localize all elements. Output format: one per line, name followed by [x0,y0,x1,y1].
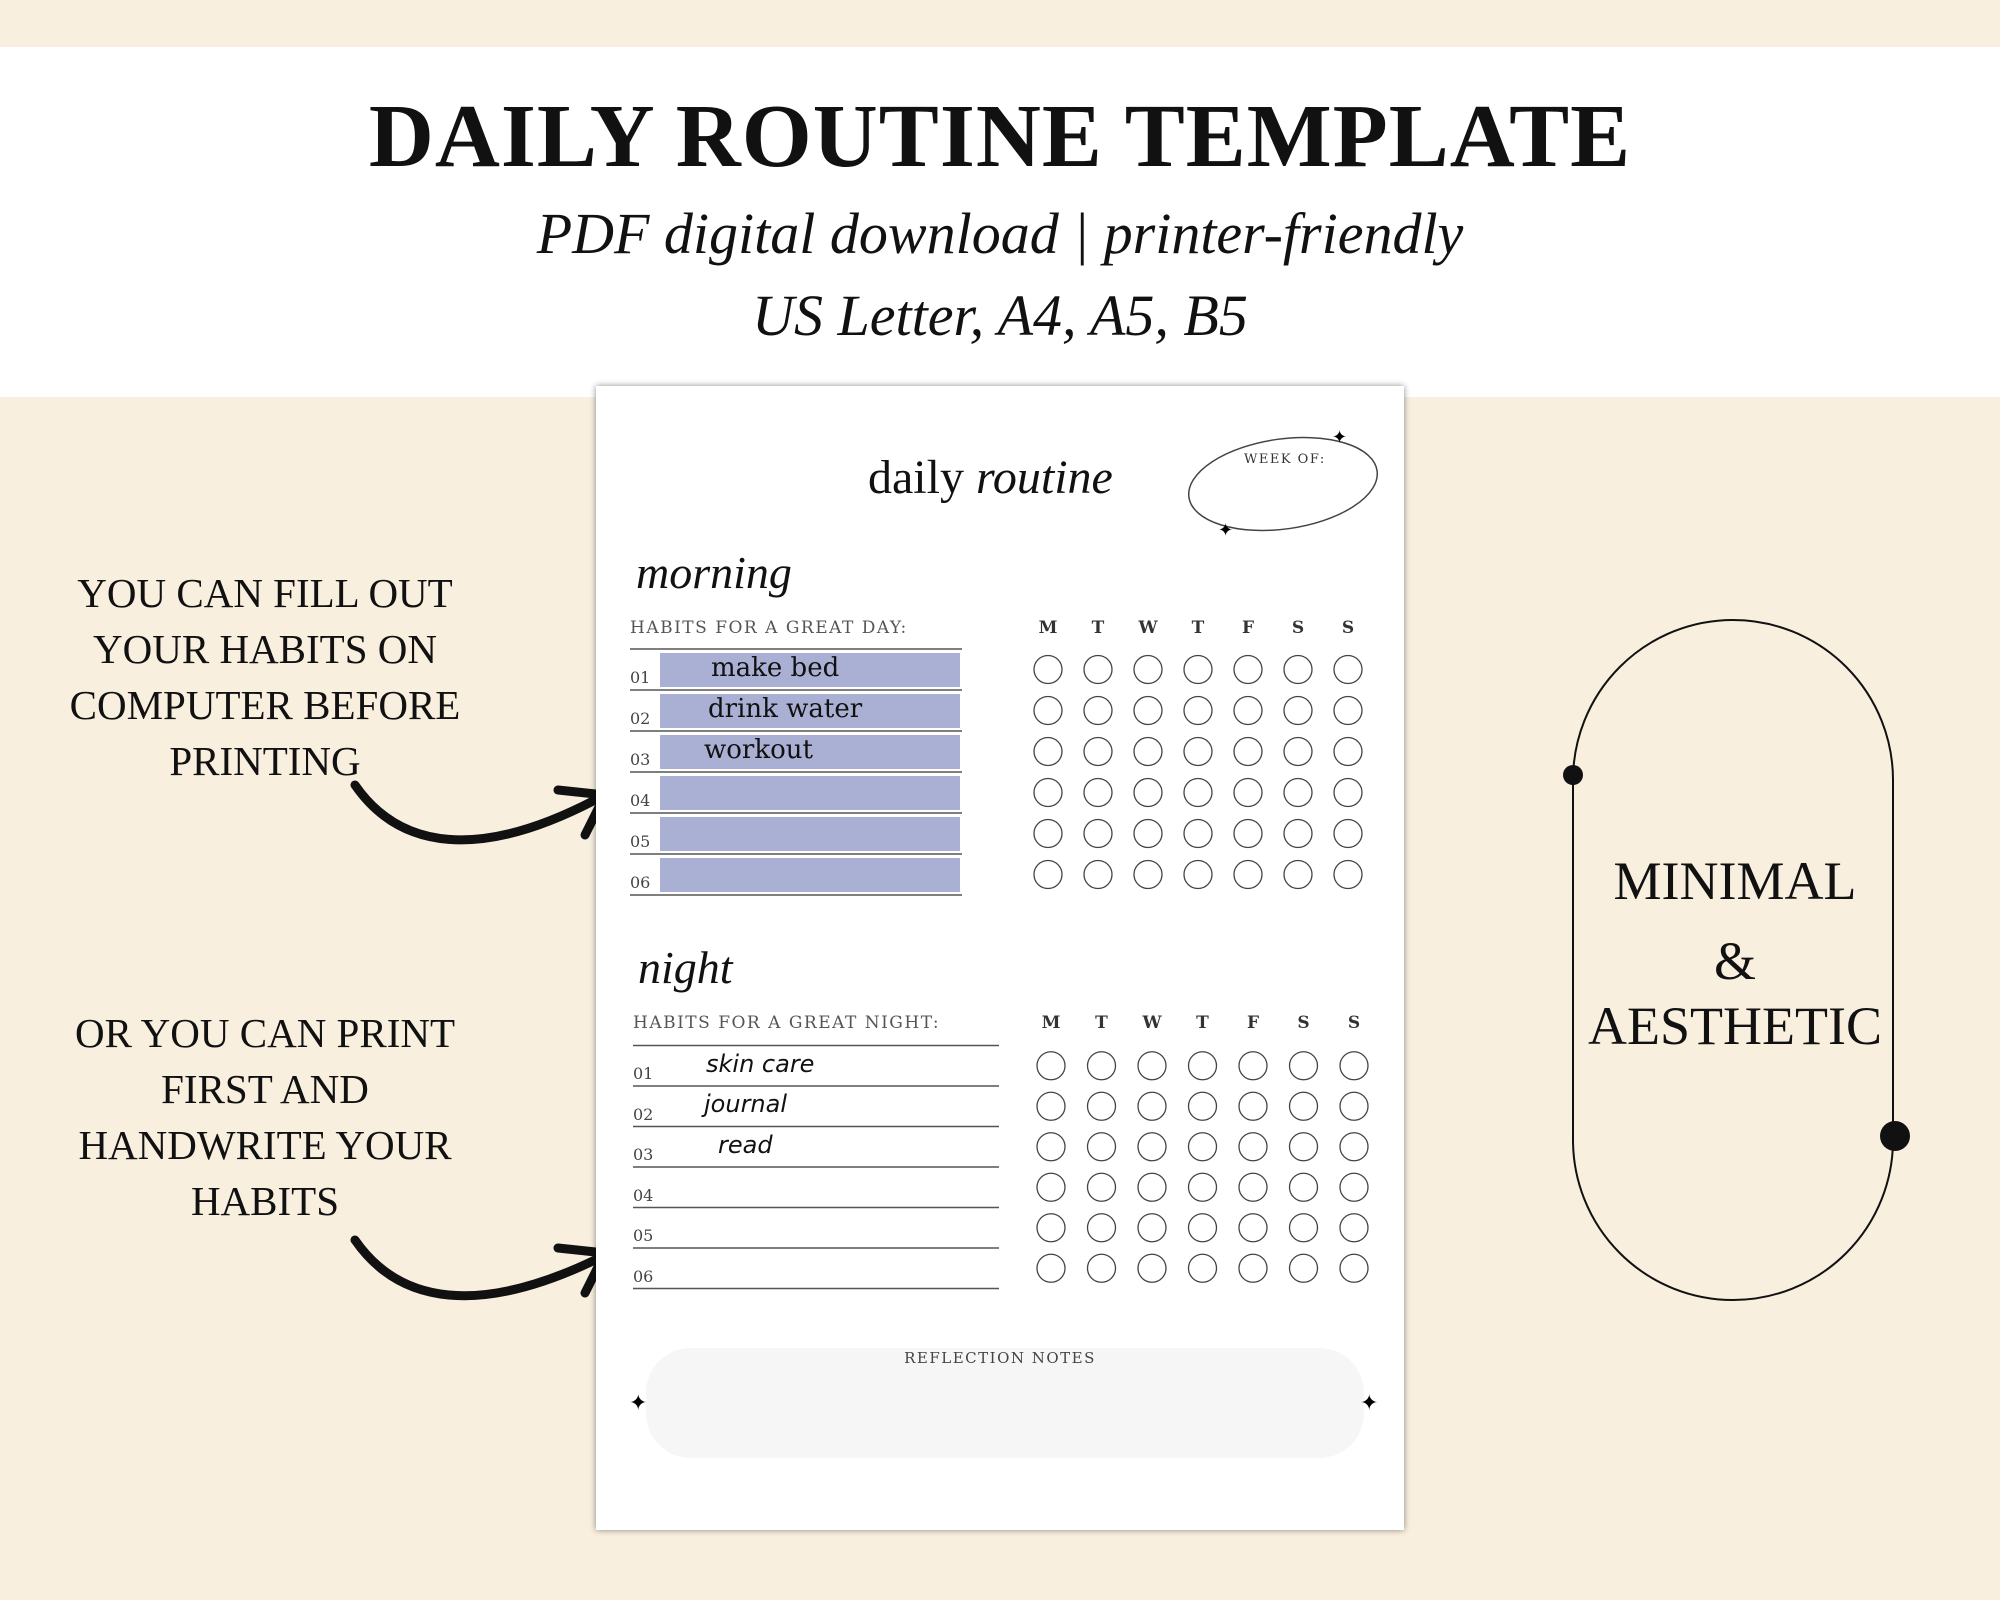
habit-check-circle[interactable] [1184,861,1212,889]
habit-check-circle[interactable] [1340,1092,1368,1120]
sheet-title [868,450,1113,505]
habit-check-circle[interactable] [1034,697,1062,725]
habit-check-circle[interactable] [1184,779,1212,807]
habit-check-circle[interactable] [1134,779,1162,807]
note-line: YOU CAN FILL OUT [77,570,453,616]
habit-check-circle[interactable] [1239,1214,1267,1242]
habit-check-circle[interactable] [1234,697,1262,725]
habit-check-circle[interactable] [1189,1254,1217,1282]
habit-check-circle[interactable] [1234,779,1262,807]
arch-line-minimal: MINIMAL [1613,851,1857,911]
habit-check-circle[interactable] [1184,820,1212,848]
row-number: 04 [630,791,651,810]
note-line: COMPUTER BEFORE [69,682,461,728]
habit-check-circle[interactable] [1334,820,1362,848]
arch-dot-icon [1880,1121,1910,1151]
habit-check-circle[interactable] [1037,1092,1065,1120]
week-of-oval [1183,426,1384,542]
row-number: 04 [633,1185,654,1205]
habit-text[interactable]: workout [704,735,813,765]
habit-text[interactable]: make bed [711,653,840,683]
habit-check-circle[interactable] [1284,697,1312,725]
habit-check-circle[interactable] [1239,1173,1267,1201]
night-label: night [638,942,733,993]
sparkle-icon: ✦ [1360,1391,1379,1416]
habit-text[interactable]: skin care [706,1049,815,1078]
note-fill-on-computer [45,565,485,789]
habit-check-circle[interactable] [1037,1173,1065,1201]
habit-check-circle[interactable] [1034,656,1062,684]
habit-check-circle[interactable] [1340,1133,1368,1161]
habit-text[interactable]: journal [704,1090,788,1118]
habit-check-circle[interactable] [1334,779,1362,807]
habit-check-circle[interactable] [1239,1254,1267,1282]
habit-check-circle[interactable] [1284,738,1312,766]
row-number: 02 [633,1104,654,1124]
habit-check-circle[interactable] [1334,861,1362,889]
week-of-label: WEEK OF: [1244,452,1326,467]
habit-check-circle[interactable] [1088,1052,1116,1080]
habit-check-circle[interactable] [1138,1052,1166,1080]
habit-check-circle[interactable] [1284,656,1312,684]
arch-line-aesthetic: AESTHETIC [1588,996,1882,1056]
habit-check-circle[interactable] [1189,1214,1217,1242]
note-print-handwrite [45,1005,485,1229]
habit-check-circle[interactable] [1239,1052,1267,1080]
habit-check-circle[interactable] [1290,1133,1318,1161]
habit-check-circle[interactable] [1084,820,1112,848]
day-header: F [1241,618,1255,638]
row-number: 06 [630,873,651,892]
row-number: 02 [630,709,651,728]
habit-check-circle[interactable] [1138,1092,1166,1120]
habit-check-circle[interactable] [1234,656,1262,684]
habit-check-circle[interactable] [1234,820,1262,848]
note-line: OR YOU CAN PRINT [74,1010,456,1056]
day-header: T [1095,1013,1108,1033]
reflection-notes-label: REFLECTION NOTES [904,1349,1096,1367]
habit-check-circle[interactable] [1134,861,1162,889]
habit-check-circle[interactable] [1284,779,1312,807]
sheet-title-plain: daily [868,451,964,504]
day-header: T [1191,618,1205,638]
row-number: 03 [633,1145,654,1164]
morning-label: morning [636,547,792,598]
habit-check-circle[interactable] [1034,861,1062,889]
habit-check-circle[interactable] [1034,738,1062,766]
habit-check-circle[interactable] [1340,1214,1368,1242]
row-number: 03 [630,750,651,769]
habit-check-circle[interactable] [1138,1173,1166,1201]
note-line: FIRST AND [161,1066,369,1112]
habit-check-circle[interactable] [1284,861,1312,889]
habit-check-circle[interactable] [1084,656,1112,684]
habit-check-circle[interactable] [1290,1214,1318,1242]
habit-check-circle[interactable] [1290,1092,1318,1120]
habit-text[interactable]: drink water [708,694,863,724]
day-header: S [1297,1013,1310,1033]
habit-check-circle[interactable] [1088,1173,1116,1201]
habit-check-circle[interactable] [1340,1254,1368,1282]
habit-check-circle[interactable] [1138,1254,1166,1282]
habit-check-circle[interactable] [1189,1173,1217,1201]
day-header: F [1246,1013,1260,1033]
day-header: W [1142,1013,1162,1033]
habit-fill-field[interactable] [660,776,960,810]
note-line: YOUR HABITS ON [93,626,437,672]
habit-check-circle[interactable] [1234,861,1262,889]
habit-check-circle[interactable] [1334,656,1362,684]
night-heading: HABITS FOR A GREAT NIGHT: [633,1013,941,1033]
habit-check-circle[interactable] [1290,1173,1318,1201]
habit-check-circle[interactable] [1290,1052,1318,1080]
arrow-bottom-icon [355,1240,595,1296]
day-header: M [1041,1013,1061,1033]
habit-text[interactable]: read [718,1130,773,1159]
page-title: DAILY ROUTINE TEMPLATE [368,87,1632,186]
subtitle-format: PDF digital download | printer-friendly [536,201,1464,266]
subtitle-sizes: US Letter, A4, A5, B5 [752,283,1248,348]
day-header: T [1091,618,1105,638]
habit-check-circle[interactable] [1138,1133,1166,1161]
day-header: M [1038,618,1058,638]
note-line: HABITS [190,1178,340,1224]
day-header: W [1138,618,1158,638]
morning-heading: HABITS FOR A GREAT DAY: [630,618,908,638]
habit-check-circle[interactable] [1138,1214,1166,1242]
habit-fill-field[interactable] [660,858,960,892]
habit-check-circle[interactable] [1037,1133,1065,1161]
habit-check-circle[interactable] [1084,779,1112,807]
row-number: 05 [633,1226,654,1245]
routine-sheet [596,386,1404,1530]
habit-check-circle[interactable] [1134,738,1162,766]
habit-check-circle[interactable] [1239,1133,1267,1161]
habit-check-circle[interactable] [1088,1133,1116,1161]
habit-check-circle[interactable] [1134,656,1162,684]
habit-check-circle[interactable] [1084,861,1112,889]
habit-check-circle[interactable] [1334,697,1362,725]
row-number: 05 [630,832,651,851]
note-line: PRINTING [169,738,361,784]
habit-check-circle[interactable] [1184,697,1212,725]
habit-check-circle[interactable] [1239,1092,1267,1120]
habit-check-circle[interactable] [1189,1092,1217,1120]
row-number: 01 [633,1064,654,1083]
habit-check-circle[interactable] [1084,697,1112,725]
note-line: HANDWRITE YOUR [78,1122,452,1168]
arch-dot-icon [1563,765,1583,785]
day-header: S [1341,618,1355,638]
habit-check-circle[interactable] [1088,1254,1116,1282]
arrow-top-icon [355,785,595,840]
habit-check-circle[interactable] [1340,1052,1368,1080]
habit-check-circle[interactable] [1290,1254,1318,1282]
habit-check-circle[interactable] [1340,1173,1368,1201]
habit-check-circle[interactable] [1034,820,1062,848]
day-header: T [1196,1013,1209,1033]
habit-fill-field[interactable] [660,817,960,851]
habit-check-circle[interactable] [1037,1052,1065,1080]
sparkle-icon: ✦ [1332,427,1348,448]
day-header: S [1347,1013,1361,1033]
sheet-title-italic: routine [975,451,1113,504]
habit-check-circle[interactable] [1084,738,1112,766]
habit-check-circle[interactable] [1284,820,1312,848]
day-header: S [1291,618,1305,638]
habit-check-circle[interactable] [1184,656,1212,684]
row-number: 01 [630,668,651,687]
arch-line-ampersand: & [1713,931,1756,991]
habit-check-circle[interactable] [1234,738,1262,766]
habit-check-circle[interactable] [1184,738,1212,766]
sparkle-icon: ✦ [629,1391,648,1416]
row-number: 06 [633,1266,654,1286]
habit-check-circle[interactable] [1088,1214,1116,1242]
habit-check-circle[interactable] [1189,1052,1217,1080]
habit-check-circle[interactable] [1037,1254,1065,1282]
habit-check-circle[interactable] [1334,738,1362,766]
habit-check-circle[interactable] [1037,1214,1065,1242]
habit-check-circle[interactable] [1088,1092,1116,1120]
habit-check-circle[interactable] [1034,779,1062,807]
habit-check-circle[interactable] [1134,697,1162,725]
habit-check-circle[interactable] [1189,1133,1217,1161]
sparkle-icon: ✦ [1218,520,1234,541]
habit-check-circle[interactable] [1134,820,1162,848]
